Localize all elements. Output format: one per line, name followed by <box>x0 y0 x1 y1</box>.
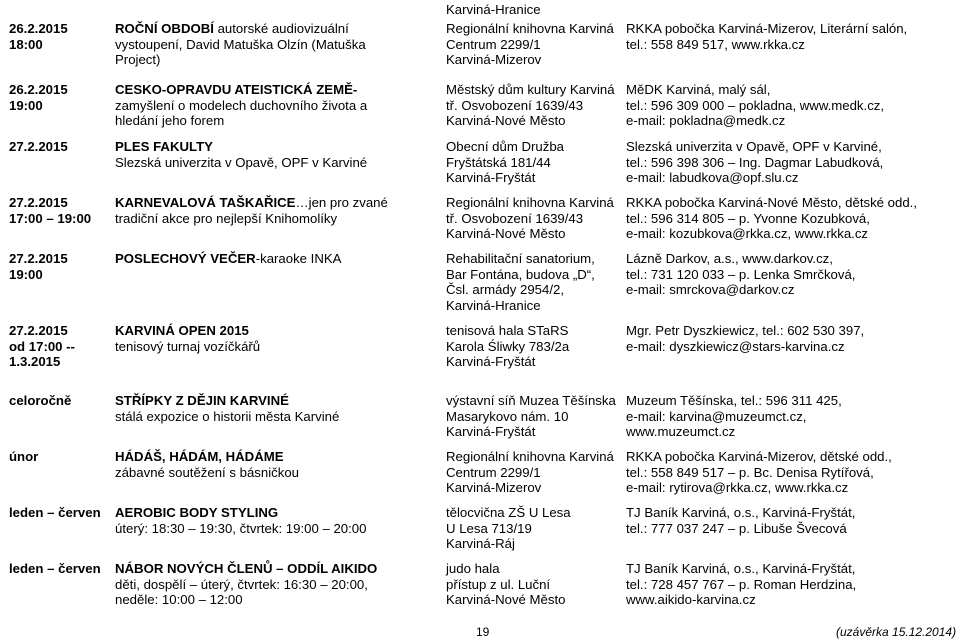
place-line: Karviná-Mizerov <box>446 480 542 495</box>
event-subtitle: úterý: 18:30 – 19:30, čtvrtek: 19:00 – 20:00 <box>115 520 367 536</box>
event-subtitle: stálá expozice o historii města Karviné <box>115 408 340 424</box>
place-line: tenisová hala STaRS <box>446 323 569 338</box>
place-line: Fryštátská 181/44 <box>446 154 551 170</box>
contact-line: Lázně Darkov, a.s., www.darkov.cz, <box>626 251 833 266</box>
date-line: leden – červen <box>9 505 101 520</box>
place-line: tělocvična ZŠ U Lesa <box>446 505 571 520</box>
event-place <box>446 393 616 440</box>
event-description <box>115 251 415 267</box>
place-line: přístup z ul. Luční <box>446 576 551 592</box>
place-line: U Lesa 713/19 <box>446 520 532 536</box>
place-line: Bar Fontána, budova „D“, <box>446 266 595 282</box>
date-line: 27.2.2015 <box>9 139 68 154</box>
contact-line: www.muzeumct.cz <box>626 424 736 439</box>
event-subtitle: tradiční akce pro nejlepší Knihomolíky <box>115 210 338 226</box>
event-place <box>446 21 616 68</box>
event-contact <box>626 505 956 536</box>
place-line: judo hala <box>446 561 500 576</box>
contact-line: e-mail: karvina@muzeumct.cz, <box>626 408 807 424</box>
date-line: 27.2.2015 <box>9 195 68 210</box>
event-title-rest: -karaoke INKA <box>255 251 342 266</box>
contact-line: TJ Baník Karviná, o.s., Karviná-Fryštát, <box>626 505 856 520</box>
place-line: Regionální knihovna Karviná <box>446 449 614 464</box>
contact-line: tel.: 596 314 805 – p. Yvonne Kozubková, <box>626 210 870 226</box>
header-place: Karviná-Hranice <box>446 2 541 17</box>
contact-line: e-mail: labudkova@opf.slu.cz <box>626 170 799 185</box>
contact-line: tel.: 731 120 033 – p. Lenka Smrčková, <box>626 266 856 282</box>
event-title: AEROBIC BODY STYLING <box>115 505 279 520</box>
event-place <box>446 82 616 129</box>
event-description <box>115 139 415 170</box>
event-contact <box>626 323 956 354</box>
event-description <box>115 323 415 354</box>
event-title: NÁBOR NOVÝCH ČLENŮ – ODDÍL AIKIDO <box>115 561 378 576</box>
event-title-rest: …jen pro zvané <box>295 195 388 210</box>
place-line: Karviná-Mizerov <box>446 52 542 67</box>
contact-line: e-mail: pokladna@medk.cz <box>626 113 786 128</box>
event-contact <box>626 393 956 440</box>
event-title: HÁDÁŠ, HÁDÁM, HÁDÁME <box>115 449 284 464</box>
event-date <box>9 505 104 521</box>
place-line: tř. Osvobození 1639/43 <box>446 97 584 113</box>
event-contact <box>626 195 956 242</box>
contact-line: Slezská univerzita v Opavě, OPF v Karviné, <box>626 139 882 154</box>
date-line: leden – červen <box>9 561 101 576</box>
event-subtitle: hledání jeho forem <box>115 113 225 128</box>
place-line: tř. Osvobození 1639/43 <box>446 210 584 226</box>
contact-line: RKKA pobočka Karviná-Mizerov, Literární salón, <box>626 21 908 36</box>
date-line: celoročně <box>9 393 72 408</box>
event-contact <box>626 561 956 608</box>
contact-line: e-mail: dyszkiewicz@stars-karvina.cz <box>626 338 845 354</box>
event-place <box>446 561 616 608</box>
contact-line: www.aikido-karvina.cz <box>626 592 756 607</box>
event-contact <box>626 139 956 186</box>
place-line: Karviná-Hranice <box>446 297 541 313</box>
event-title: KARVINÁ OPEN 2015 <box>115 323 249 338</box>
date-line: 27.2.2015 <box>9 323 68 338</box>
contact-line: tel.: 558 849 517, www.rkka.cz <box>626 36 805 52</box>
date-line: 27.2.2015 <box>9 251 68 266</box>
event-description <box>115 393 415 424</box>
contact-line: tel.: 596 309 000 – pokladna, www.medk.cz, <box>626 97 885 113</box>
contact-line: e-mail: rytirova@rkka.cz, www.rkka.cz <box>626 480 849 495</box>
event-place <box>446 323 616 370</box>
date-line: od 17:00 -- <box>9 338 75 354</box>
contact-line: Muzeum Těšínska, tel.: 596 311 425, <box>626 393 842 408</box>
place-line: Karviná-Fryštát <box>446 170 536 185</box>
place-line: Rehabilitační sanatorium, <box>446 251 595 266</box>
place-line: Regionální knihovna Karviná <box>446 195 614 210</box>
place-line: Městský dům kultury Karviná <box>446 82 615 97</box>
date-line: 17:00 – 19:00 <box>9 210 92 226</box>
event-description <box>115 21 415 68</box>
event-title: POSLECHOVÝ VEČER <box>115 251 256 266</box>
event-title: KARNEVALOVÁ TAŠKAŘICE <box>115 195 296 210</box>
event-contact <box>626 82 956 129</box>
event-description <box>115 82 415 129</box>
contact-line: MěDK Karviná, malý sál, <box>626 82 771 97</box>
contact-line: e-mail: smrckova@darkov.cz <box>626 282 795 297</box>
event-date <box>9 82 104 113</box>
event-date <box>9 393 104 409</box>
place-line: Obecní dům Družba <box>446 139 565 154</box>
event-subtitle: zábavné soutěžení s básničkou <box>115 464 300 480</box>
event-date <box>9 561 104 577</box>
contact-line: tel.: 777 037 247 – p. Libuše Švecová <box>626 520 847 536</box>
place-line: Karola Śliwky 783/2a <box>446 338 570 354</box>
event-subtitle: vystoupení, David Matuška Olzín (Matuška <box>115 36 366 52</box>
place-line: Masarykovo nám. 10 <box>446 408 569 424</box>
date-line: 19:00 <box>9 266 43 282</box>
event-place <box>446 449 616 496</box>
contact-line: RKKA pobočka Karviná-Mizerov, dětské odd., <box>626 449 892 464</box>
place-line: Karviná-Ráj <box>446 536 515 551</box>
event-subtitle: tenisový turnaj vozíčkářů <box>115 338 261 354</box>
event-title: CESKO-OPRAVDU ATEISTICKÁ ZEMĚ- <box>115 82 358 97</box>
event-place <box>446 139 616 186</box>
contact-line: RKKA pobočka Karviná-Nové Město, dětské odd., <box>626 195 918 210</box>
event-contact <box>626 21 956 52</box>
event-date <box>9 323 104 370</box>
event-place <box>446 505 616 552</box>
event-subtitle: neděle: 10:00 – 12:00 <box>115 592 243 607</box>
event-description <box>115 195 415 226</box>
page-number: 19 <box>476 625 490 639</box>
date-line: 26.2.2015 <box>9 21 68 36</box>
event-contact <box>626 449 956 496</box>
place-line: Karviná-Nové Město <box>446 592 566 607</box>
place-line: Centrum 2299/1 <box>446 36 541 52</box>
event-date <box>9 449 104 465</box>
event-date <box>9 195 104 226</box>
event-place <box>446 251 616 313</box>
event-place <box>446 195 616 242</box>
place-line: výstavní síň Muzea Těšínska <box>446 393 616 408</box>
event-contact <box>626 251 956 298</box>
date-line: 18:00 <box>9 36 43 52</box>
event-title: PLES FAKULTY <box>115 139 213 154</box>
contact-line: e-mail: kozubkova@rkka.cz, www.rkka.cz <box>626 226 869 241</box>
contact-line: TJ Baník Karviná, o.s., Karviná-Fryštát, <box>626 561 856 576</box>
event-subtitle: děti, dospělí – úterý, čtvrtek: 16:30 – 20:00, <box>115 576 368 592</box>
event-date <box>9 21 104 52</box>
contact-line: tel.: 596 398 306 – Ing. Dagmar Labudková, <box>626 154 884 170</box>
event-subtitle: Project) <box>115 52 161 67</box>
contact-line: tel.: 728 457 767 – p. Roman Herdzina, <box>626 576 857 592</box>
place-line: Regionální knihovna Karviná <box>446 21 614 36</box>
event-title: STŘÍPKY Z DĚJIN KARVINÉ <box>115 393 289 408</box>
place-line: Centrum 2299/1 <box>446 464 541 480</box>
event-description <box>115 505 415 536</box>
event-subtitle: Slezská univerzita v Opavě, OPF v Karviné <box>115 154 368 170</box>
event-title-rest: autorské audiovizuální <box>213 21 349 36</box>
contact-line: tel.: 558 849 517 – p. Bc. Denisa Rytířová, <box>626 464 874 480</box>
event-date <box>9 139 104 155</box>
deadline-note: (uzávěrka 15.12.2014) <box>836 625 957 639</box>
place-line: Karviná-Nové Město <box>446 113 566 128</box>
event-description <box>115 449 415 480</box>
place-line: Čsl. armády 2954/2, <box>446 282 565 297</box>
event-subtitle: zamyšlení o modelech duchovního života a <box>115 97 368 113</box>
date-line: 26.2.2015 <box>9 82 68 97</box>
place-line: Karviná-Nové Město <box>446 226 566 241</box>
event-date <box>9 251 104 282</box>
date-line: 1.3.2015 <box>9 354 61 369</box>
date-line: únor <box>9 449 39 464</box>
contact-line: Mgr. Petr Dyszkiewicz, tel.: 602 530 397, <box>626 323 865 338</box>
place-line: Karviná-Fryštát <box>446 354 536 369</box>
event-title: ROČNÍ OBDOBÍ <box>115 21 214 36</box>
date-line: 19:00 <box>9 97 43 113</box>
place-line: Karviná-Fryštát <box>446 424 536 439</box>
event-description <box>115 561 415 608</box>
